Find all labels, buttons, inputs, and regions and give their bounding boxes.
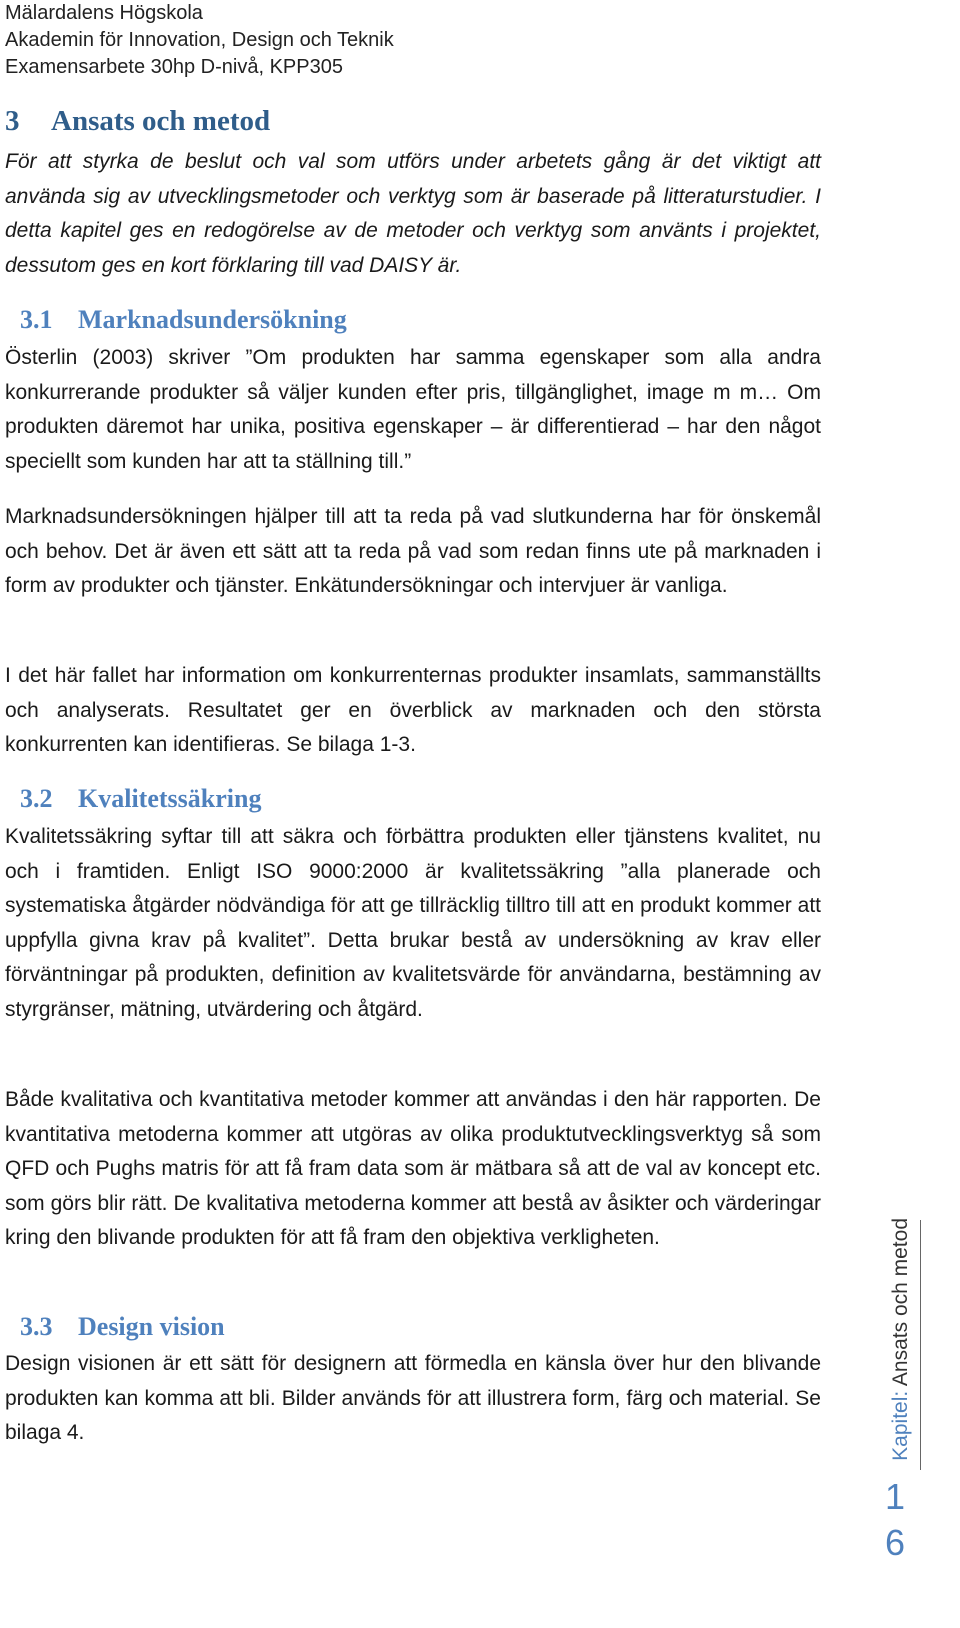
paragraph: Design visionen är ett sätt för designern att förmedla en känsla över hur den blivande produkten kan komma att bli. Bilder används för att illustrera form, färg och material. Se bilaga 4. (5, 1352, 821, 1445)
chapter-number: 3 (5, 105, 20, 137)
header-course: Examensarbete 30hp D-nivå, KPP305 (5, 56, 343, 78)
document-header (5, 0, 394, 81)
page-number-digit: 1 (884, 1476, 906, 1517)
section-heading-3-2 (20, 784, 261, 814)
chapter-heading (5, 105, 270, 138)
chapter-intro: För att styrka de beslut och val som utförs under arbetets gång är det viktigt att använda sig av utvecklingsmetoder och verktyg som är baserade på litteraturstudier. I detta kapitel ges en redogörelse av de metoder och verktyg som använts i projektet, dessutom ges en kort förklaring till vad DAISY är. (5, 150, 821, 277)
header-academy: Akademin för Innovation, Design och Teknik (5, 29, 394, 51)
paragraph: Marknadsundersökningen hjälper till att ta reda på vad slutkunderna har för önskemål och behov. Det är även ett sätt att ta reda på vad som redan finns ute på marknaden i form av produkter och tjänster. Enkätundersökningar och intervjuer är vanliga. (5, 505, 821, 598)
page-number-digit: 6 (884, 1522, 906, 1563)
paragraph: Österlin (2003) skriver ”Om produkten har samma egenskaper som alla andra konkurrerande produkter så väljer kunden efter pris, tillgänglighet, image m m… Om produkten däremot har unika, positiva egenskaper – är differentierad – har den något speciellt som kunden har att ta ställning till.” (5, 346, 821, 473)
sidebar-prefix: Kapitel: (889, 1386, 912, 1461)
section-title: Kvalitetssäkring (78, 784, 262, 813)
sidebar-chapter-name: Ansats och metod (889, 1218, 912, 1387)
page-number (880, 1474, 910, 1566)
section-number: 3.3 (20, 1312, 53, 1341)
paragraph: Kvalitetssäkring syftar till att säkra och förbättra produkten eller tjänstens kvalitet, nu och i framtiden. Enligt ISO 9000:2000 är kvalitetssäkring ”alla planerade och systematiska åtgärder nödvändiga för att ge tillräcklig tilltro till att en produkt kommer att uppfylla givna krav på kvalitet”. Detta brukar bestå av undersökning av krav eller förväntningar på produkten, definition av kvalitetsvärde för användarna, bestämning av styrgränser, mätning, utvärdering och åtgärd. (5, 825, 821, 1021)
section-heading-3-1 (20, 305, 347, 335)
section-title: Design vision (78, 1312, 225, 1341)
section-heading-3-3 (20, 1312, 225, 1342)
sidebar-divider (920, 1220, 921, 1470)
section-title: Marknadsundersökning (78, 305, 347, 334)
section-number: 3.2 (20, 784, 53, 813)
header-university: Mälardalens Högskola (5, 2, 203, 24)
sidebar-chapter-label (884, 1218, 918, 1468)
paragraph: Både kvalitativa och kvantitativa metoder kommer att användas i den här rapporten. De kvantitativa metoderna kommer att utgöras av olika produktutvecklingsverktyg så som QFD och Pughs matris för att få fram data som är mätbara så att de val av koncept etc. som görs blir rätt. De kvalitativa metoderna kommer att bestå av åsikter och värderingar kring den blivande produkten för att få fram den objektiva verkligheten. (5, 1088, 821, 1250)
chapter-title: Ansats och metod (51, 105, 271, 137)
chapter-sidebar (880, 1220, 925, 1470)
paragraph: I det här fallet har information om konkurrenternas produkter insamlats, sammanställts och analyserats. Resultatet ger en överblick av marknaden och den största konkurrenten kan identifieras. Se bilaga 1-3. (5, 664, 821, 757)
section-number: 3.1 (20, 305, 53, 334)
